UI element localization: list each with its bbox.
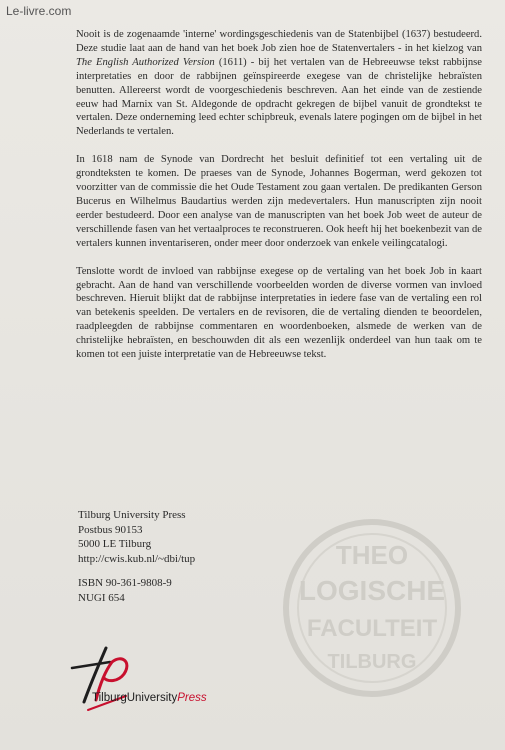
logo-brand: TilburgUniversity	[92, 692, 178, 704]
publisher-name: Tilburg University Press	[78, 509, 186, 521]
book-title-italic: The English Authorized Version	[76, 56, 215, 68]
stamp-line-2: LOGISCHE	[298, 575, 446, 606]
nugi: NUGI 654	[78, 591, 125, 604]
blurb-paragraph-2: In 1618 nam de Synode van Dordrecht het besluit definitief tot een vertaling uit de grondteksten te komen. De praeses van de Synode, Johannes Bogerman, werd gekozen tot voorzitter van de commissie die het Oude Testament zou gaan vertalen. De predikanten Gerson Bucerus en Wilhelmus Baudartius werden zijn medevertalers. Hun manuscripten zijn nooit eerder bestudeerd. Door een analyse van de manuscripten van het boek Job weet de auteur de verschillende fasen van het vertaalproces te reconstrueren. Ook heeft hij het boekenbezit van de vertalers kunnen inventariseren, onder meer door onderzoek van enkele veilingcatalogi.	[76, 154, 482, 249]
tup-logo-wordmark	[92, 692, 207, 704]
library-stamp-icon	[272, 508, 472, 708]
stamp-line-1: THEO	[335, 540, 409, 570]
isbn: ISBN 90-361-9808-9	[78, 577, 172, 589]
blurb-p1-end: (1611) - bij het vertalen van de Hebreeuwse tekst rabbijnse interpretaties en door de rabbijnen geïnspireerde exegese van de christelijke hebraïsten benutten. Allereerst wordt de voorgeschiedenis beschreven. Aan het einde van de zestiende eeuw had Marnix van St. Aldegonde de opdracht gekregen de bijbel vanuit de grondtekst te vertalen. Deze onderneming leed echter schipbreuk, evenals latere pogingen om de bijbel in het Nederlands te vertalen.	[76, 56, 482, 138]
book-identifiers	[78, 576, 172, 605]
blurb-paragraph-1	[76, 28, 482, 139]
publisher-url: http://cwis.kub.nl/~dbi/tup	[78, 552, 196, 565]
stamp-line-3: FACULTEIT	[306, 615, 438, 642]
blurb-text	[76, 28, 482, 376]
logo-press: Press	[177, 692, 207, 704]
publisher-address	[78, 508, 195, 566]
publisher-city: 5000 LE Tilburg	[78, 538, 152, 550]
stamp-line-4: TILBURG	[327, 651, 417, 673]
blurb-paragraph-3: Tenslotte wordt de invloed van rabbijnse exegese op de vertaling van het boek Job in kaart gebracht. Aan de hand van verschillende voorbeelden worden de diverse vormen van invloed beschreven. Hieruit blijkt dat de rabbijnse interpretaties in iedere fase van de vertaling een rol van betekenis speelden. De vertalers en de revisoren, die de vertaling dienden te beoordelen, raadpleegden de rabbijnse commentaren en woordenboeken, alsmede de werken van de christelijke hebraïsten, en beschouwden dit als een wezenlijk onderdeel van hun taak om te komen tot een juiste interpretatie van de Hebreeuwse tekst.	[76, 265, 482, 361]
watermark-text: Le-livre.com	[6, 4, 72, 18]
tup-logo-icon	[66, 640, 246, 720]
blurb-p1-start: Nooit is de zogenaamde 'interne' wordingsgeschiedenis van de Statenbijbel (1637) bestudeerd. Deze studie laat aan de hand van het boek Job zien hoe de Statenvertalers - in het kielzog van	[76, 29, 482, 54]
publisher-postbus: Postbus 90153	[78, 523, 143, 536]
